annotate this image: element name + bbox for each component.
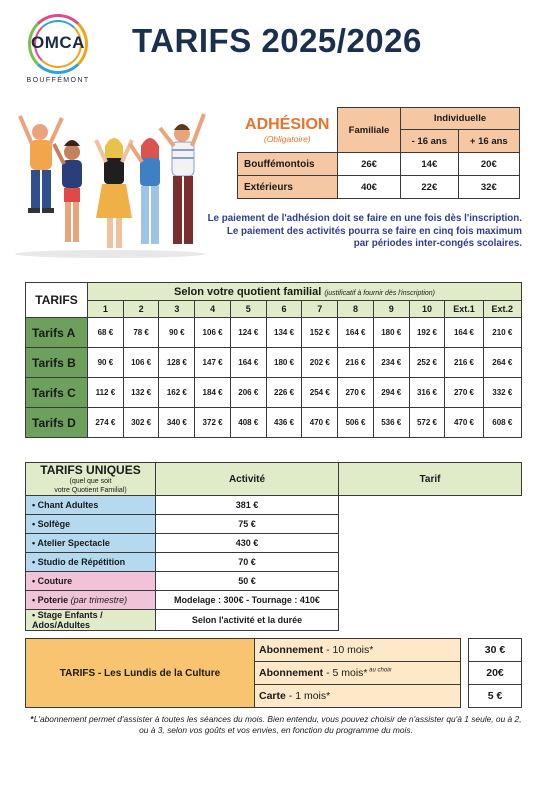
unique-activity-name: • Atelier Spectacle xyxy=(32,538,110,548)
lundis-option-name: Abonnement xyxy=(259,667,324,679)
tarif-cell: 164 € xyxy=(445,318,483,348)
tarif-cell: 608 € xyxy=(483,408,521,438)
tarif-cell: 302 € xyxy=(123,408,159,438)
payment-note-line: Le paiement de l'adhésion doit se faire en une fois dès l'inscription. xyxy=(207,213,522,224)
tarif-cell: 164 € xyxy=(338,318,374,348)
tarif-cell: 270 € xyxy=(338,378,374,408)
unique-activity-name: • Poterie xyxy=(32,595,71,605)
col-activite: Activité xyxy=(156,463,339,496)
lundis-price: 20€ xyxy=(469,662,522,685)
unique-price: 381 € xyxy=(156,496,339,515)
tarif-cell: 180 € xyxy=(373,318,409,348)
unique-row xyxy=(26,534,522,553)
unique-activity-name: • Studio de Répétition xyxy=(32,557,126,567)
quotient-column-header: 1 xyxy=(88,301,124,318)
tarif-cell: 252 € xyxy=(409,348,445,378)
quotient-column-header: Ext.2 xyxy=(483,301,521,318)
unique-price: Selon l'activité et la durée xyxy=(156,610,339,631)
tarif-cell: 294 € xyxy=(373,378,409,408)
adhesion-table xyxy=(237,107,520,199)
quotient-column-header: 8 xyxy=(338,301,374,318)
tarif-row-label: Tarifs A xyxy=(26,318,88,348)
adhesion-plus16: 32€ xyxy=(458,176,519,199)
tarif-cell: 192 € xyxy=(409,318,445,348)
unique-activity xyxy=(26,572,156,591)
payment-note-line: Le paiement des activités pourra se faire en cinq fois maximum xyxy=(226,225,522,237)
footnote xyxy=(30,714,522,736)
tarif-row xyxy=(26,318,522,348)
unique-activity xyxy=(26,515,156,534)
tarif-cell: 90 € xyxy=(159,318,195,348)
unique-price: Modelage : 300€ - Tournage : 410€ xyxy=(156,591,339,610)
tarif-cell: 226 € xyxy=(266,378,302,408)
tarifs-uniques-note: votre Quotient Familial) xyxy=(54,487,127,494)
tarif-cell: 90 € xyxy=(88,348,124,378)
quotient-column-header: Ext.1 xyxy=(445,301,483,318)
tarif-cell: 372 € xyxy=(195,408,231,438)
adhesion-familiale: 40€ xyxy=(338,176,401,199)
col-tarif: Tarif xyxy=(339,463,522,496)
lundis-side-label: TARIFS - Les Lundis de la Culture xyxy=(26,639,255,708)
tarif-cell: 234 € xyxy=(373,348,409,378)
tarif-cell: 506 € xyxy=(338,408,374,438)
adhesion-row xyxy=(238,153,520,176)
unique-activity xyxy=(26,534,156,553)
footnote-star: * xyxy=(30,714,34,724)
tarif-cell: 106 € xyxy=(123,348,159,378)
tarif-cell: 264 € xyxy=(483,348,521,378)
unique-price: 430 € xyxy=(156,534,339,553)
lundis-gap xyxy=(461,662,469,685)
lundis-culture-table xyxy=(25,638,522,708)
tarif-cell: 124 € xyxy=(230,318,266,348)
unique-activity xyxy=(26,610,156,631)
tarif-cell: 470 € xyxy=(302,408,338,438)
tarifs-corner-label: TARIFS xyxy=(26,283,88,318)
lundis-option xyxy=(255,639,461,662)
unique-row xyxy=(26,515,522,534)
lundis-option-sup: au choix xyxy=(367,667,392,674)
tarif-cell: 470 € xyxy=(445,408,483,438)
lundis-option-detail: - 10 mois* xyxy=(323,644,374,656)
adhesion-minus16: 14€ xyxy=(401,153,459,176)
tarif-cell: 572 € xyxy=(409,408,445,438)
tarif-cell: 202 € xyxy=(302,348,338,378)
adhesion-row-label: Bouffémontois xyxy=(238,153,338,176)
lundis-option-name: Abonnement xyxy=(259,644,324,656)
tarif-row xyxy=(26,348,522,378)
adhesion-heading xyxy=(238,108,338,153)
unique-activity-extra: (par trimestre) xyxy=(70,595,128,605)
quotient-header xyxy=(88,283,522,301)
tarif-cell: 164 € xyxy=(230,348,266,378)
col-plus16: + 16 ans xyxy=(458,130,519,153)
quotient-column-header: 5 xyxy=(230,301,266,318)
tarif-cell: 340 € xyxy=(159,408,195,438)
tarifs-uniques-title: TARIFS UNIQUES xyxy=(40,463,141,477)
tarif-cell: 78 € xyxy=(123,318,159,348)
tarifs-uniques-note: (quel que soit xyxy=(69,478,112,485)
payment-note xyxy=(200,213,522,251)
tarif-cell: 216 € xyxy=(445,348,483,378)
quotient-column-header: 3 xyxy=(159,301,195,318)
quotient-column-header: 9 xyxy=(373,301,409,318)
lundis-option-detail: - 1 mois* xyxy=(285,690,331,702)
col-minus16: - 16 ans xyxy=(401,130,459,153)
page-title: TARIFS 2025/2026 xyxy=(132,22,422,59)
unique-activity-name: • Stage Enfants / Ados/Adultes xyxy=(32,610,103,630)
tarif-cell: 152 € xyxy=(302,318,338,348)
lundis-price: 5 € xyxy=(469,685,522,708)
tarifs-quotient-table xyxy=(25,282,522,438)
lundis-option-name: Carte xyxy=(259,690,286,702)
tarif-cell: 216 € xyxy=(338,348,374,378)
tarif-cell: 147 € xyxy=(195,348,231,378)
lundis-gap xyxy=(461,639,469,662)
lundis-price: 30 € xyxy=(469,639,522,662)
unique-activity xyxy=(26,496,156,515)
col-individuelle: Individuelle xyxy=(401,108,520,130)
quotient-header-text: Selon votre quotient familial xyxy=(173,285,322,298)
tarif-cell: 180 € xyxy=(266,348,302,378)
footnote-text: L'abonnement permet d'assister à toutes les séances du mois. Bien entendu, vous pouvez choisir de n'assister qu'à 1 seule, ou à 2, ou à 3, selon vos goûts et vos envies, en fonction du programme du mois. xyxy=(33,714,522,735)
tarif-cell: 134 € xyxy=(266,318,302,348)
unique-row xyxy=(26,553,522,572)
tarif-cell: 128 € xyxy=(159,348,195,378)
adhesion-familiale: 26€ xyxy=(338,153,401,176)
omca-logo xyxy=(22,14,102,86)
tarif-cell: 206 € xyxy=(230,378,266,408)
tarif-row-label: Tarifs D xyxy=(26,408,88,438)
tarif-row-label: Tarifs B xyxy=(26,348,88,378)
tarif-cell: 132 € xyxy=(123,378,159,408)
payment-note-line: par périodes inter-congés scolaires. xyxy=(353,238,522,249)
adhesion-plus16: 20€ xyxy=(458,153,519,176)
adhesion-minus16: 22€ xyxy=(401,176,459,199)
lundis-gap xyxy=(461,685,469,708)
unique-activity-name: • Couture xyxy=(32,576,73,586)
tarif-cell: 332 € xyxy=(483,378,521,408)
adhesion-label: ADHÉSION xyxy=(245,115,330,133)
quotient-column-header: 4 xyxy=(195,301,231,318)
logo-subtitle: BOUFFÉMONT xyxy=(26,77,90,84)
quotient-column-header: 10 xyxy=(409,301,445,318)
tarif-row xyxy=(26,378,522,408)
tarif-cell: 184 € xyxy=(195,378,231,408)
unique-activity xyxy=(26,591,156,610)
unique-activity-name: • Solfège xyxy=(32,519,71,529)
adhesion-sublabel: (Obligatoire) xyxy=(263,133,311,144)
people-celebrating-illustration xyxy=(10,104,210,260)
unique-activity xyxy=(26,553,156,572)
quotient-column-header: 7 xyxy=(302,301,338,318)
tarifs-uniques-table xyxy=(25,462,522,631)
tarif-row xyxy=(26,408,522,438)
adhesion-row xyxy=(238,176,520,199)
tarif-cell: 162 € xyxy=(159,378,195,408)
lundis-option xyxy=(255,685,461,708)
adhesion-row-label: Extérieurs xyxy=(238,176,338,199)
tarif-cell: 106 € xyxy=(195,318,231,348)
quotient-column-header: 6 xyxy=(266,301,302,318)
tarif-cell: 536 € xyxy=(373,408,409,438)
tarif-row-label: Tarifs C xyxy=(26,378,88,408)
unique-activity-name: • Chant Adultes xyxy=(32,500,99,510)
unique-price: 75 € xyxy=(156,515,339,534)
quotient-column-header: 2 xyxy=(123,301,159,318)
col-familiale: Familiale xyxy=(338,108,401,153)
tarif-cell: 408 € xyxy=(230,408,266,438)
tarif-cell: 316 € xyxy=(409,378,445,408)
tarif-cell: 270 € xyxy=(445,378,483,408)
tarif-cell: 436 € xyxy=(266,408,302,438)
tarif-cell: 68 € xyxy=(88,318,124,348)
tarif-cell: 274 € xyxy=(88,408,124,438)
logo-text: OMCA xyxy=(31,33,85,52)
unique-row xyxy=(26,610,522,631)
tarif-cell: 254 € xyxy=(302,378,338,408)
quotient-header-note: (justificatif à fournir dès l'inscription) xyxy=(324,289,435,297)
tarif-cell: 112 € xyxy=(88,378,124,408)
unique-row xyxy=(26,572,522,591)
unique-row xyxy=(26,591,522,610)
unique-price: 70 € xyxy=(156,553,339,572)
unique-price: 50 € xyxy=(156,572,339,591)
lundis-option-detail: - 5 mois* xyxy=(323,667,368,679)
unique-row xyxy=(26,496,522,515)
tarif-cell: 210 € xyxy=(483,318,521,348)
tarifs-uniques-side xyxy=(26,463,156,496)
lundis-option xyxy=(255,662,461,685)
